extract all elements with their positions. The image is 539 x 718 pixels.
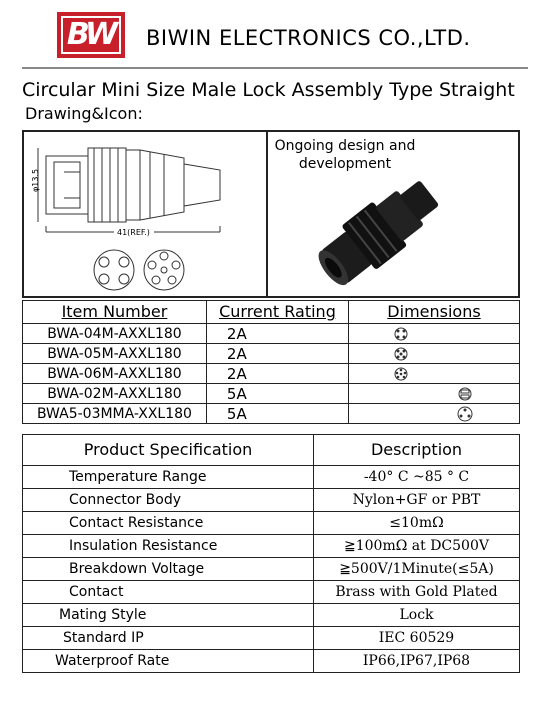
connector-photo (300, 165, 460, 295)
spec-value: Lock (314, 604, 520, 627)
spec-label: Insulation Resistance (23, 535, 314, 558)
technical-drawing (24, 132, 264, 296)
table-row (23, 604, 520, 627)
dimension-cell (349, 324, 520, 344)
spec-value: ≤10mΩ (314, 512, 520, 535)
table-row (23, 558, 520, 581)
item-number: BWA-06M-AXXL180 (23, 364, 207, 384)
height-dimension: φ13.5 (31, 168, 40, 192)
spec-value: ≧500V/1Minute(≤5A) (314, 558, 520, 581)
logo-text: BW (61, 16, 121, 54)
spec-label: Temperature Range (23, 466, 314, 489)
item-table (22, 300, 520, 424)
spec-label: Contact (23, 581, 314, 604)
table-row (23, 512, 520, 535)
spec-value: Brass with Gold Plated (314, 581, 520, 604)
current-rating-header: Current Rating (206, 301, 348, 324)
current-rating: 2A (206, 344, 348, 364)
page-title: Circular Mini Size Male Lock Assembly Type Straight (22, 79, 515, 101)
spec-value: ≧100mΩ at DC500V (314, 535, 520, 558)
current-rating: 2A (206, 364, 348, 384)
item-number: BWA5-03MMA-XXL180 (23, 404, 207, 424)
item-number: BWA-02M-AXXL180 (23, 384, 207, 404)
spec-value: Nylon+GF or PBT (314, 489, 520, 512)
dimension-cell (349, 384, 520, 404)
table-row (23, 404, 520, 424)
spec-value: -40° C ~85 ° C (314, 466, 520, 489)
item-number-header: Item Number (23, 301, 207, 324)
4-pin-face-icon (349, 326, 519, 342)
table-row (23, 627, 520, 650)
table-row (23, 384, 520, 404)
spec-label: Standard IP (23, 627, 314, 650)
table-row (23, 581, 520, 604)
table-row (23, 650, 520, 673)
spec-table (22, 434, 520, 673)
spec-label: Mating Style (23, 604, 314, 627)
6-pin-face-icon (349, 366, 519, 382)
header-divider (22, 67, 528, 69)
2-pin-face-icon (349, 386, 519, 402)
dimensions-header: Dimensions (349, 301, 520, 324)
dimension-cell (349, 404, 520, 424)
current-rating: 5A (206, 404, 348, 424)
spec-label: Contact Resistance (23, 512, 314, 535)
spec-label: Waterproof Rate (23, 650, 314, 673)
table-row (23, 489, 520, 512)
item-number: BWA-04M-AXXL180 (23, 324, 207, 344)
spec-value: IEC 60529 (314, 627, 520, 650)
length-dimension: 41(REF.) (117, 228, 150, 237)
spec-label: Connector Body (23, 489, 314, 512)
company-logo (57, 12, 125, 58)
drawing-divider (266, 130, 268, 298)
company-name: BIWIN ELECTRONICS CO.,LTD. (146, 26, 471, 50)
5-pin-face-icon (349, 346, 519, 362)
table-row (23, 466, 520, 489)
spec-value: IP66,IP67,IP68 (314, 650, 520, 673)
table-row (23, 344, 520, 364)
table-row (23, 535, 520, 558)
description-header: Description (314, 435, 520, 466)
table-row (23, 324, 520, 344)
section-subtitle: Drawing&Icon: (25, 104, 143, 123)
spec-header: Product Specification (23, 435, 314, 466)
photo-caption: Ongoing design and development (274, 138, 416, 172)
item-number: BWA-05M-AXXL180 (23, 344, 207, 364)
current-rating: 5A (206, 384, 348, 404)
current-rating: 2A (206, 324, 348, 344)
dimension-cell (349, 344, 520, 364)
spec-label: Breakdown Voltage (23, 558, 314, 581)
3-pin-face-icon (349, 405, 519, 423)
table-row (23, 364, 520, 384)
dimension-cell (349, 364, 520, 384)
